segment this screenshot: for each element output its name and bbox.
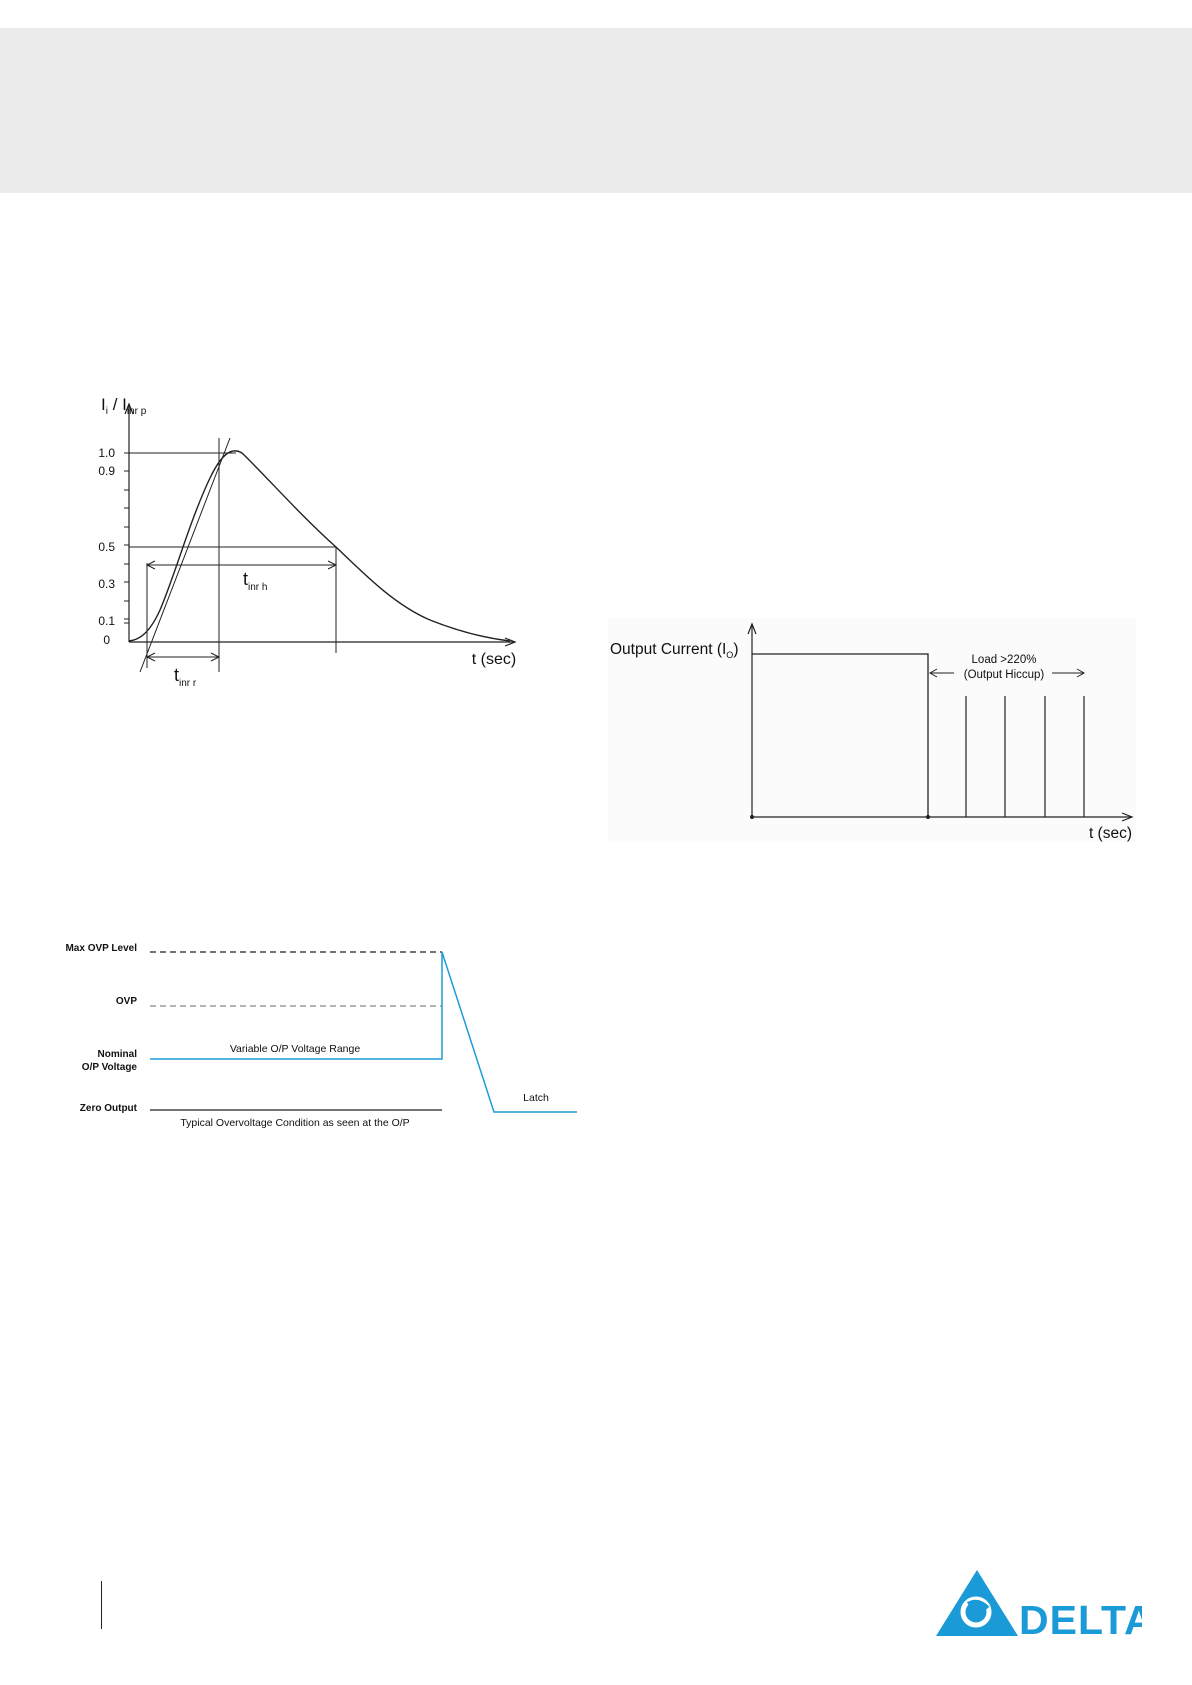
zero-output-label: Zero Output [79,1103,137,1114]
y-tick-marks [124,453,129,623]
footer-divider [101,1581,102,1629]
latch-label: Latch [523,1092,549,1104]
voltage-signal [150,952,577,1112]
x-axis-label: t (sec) [471,651,517,668]
overvoltage-chart [50,940,590,1140]
x-axis-label: t (sec) [1088,825,1132,842]
y-tick-label: 0.1 [98,614,115,628]
y-tick-label: 0 [103,633,110,647]
y-tick-label: 0.3 [98,577,115,591]
rise-tangent-line [140,438,230,672]
y-tick-label: 1.0 [98,446,115,460]
inrush-current-chart [80,390,560,710]
t-inr-r-label: $t_{inr r}$ [174,665,197,689]
nominal-label: O/P Voltage [81,1062,137,1073]
max-ovp-label: Max OVP Level [65,943,137,954]
nominal-label: Nominal [97,1049,137,1060]
y-axis-label: Output Current $(I_O)$ [610,641,739,660]
delta-wordmark: DELTA [1019,1597,1142,1640]
ovp-caption: Typical Overvoltage Condition as seen at the O/P [180,1117,410,1129]
inrush-curve [129,451,510,641]
annotation-hiccup: (Output Hiccup) [963,669,1045,681]
y-tick-label: 0.5 [98,540,115,554]
delta-logo [932,1568,1142,1640]
range-label: Variable O/P Voltage Range [229,1043,361,1055]
output-hiccup-chart [608,618,1140,848]
y-axis-label: $I_i / I_{inr p}$ [101,395,147,417]
annotation-load: Load >220% [971,654,1037,666]
t-inr-h-label: $t_{inr h}$ [243,569,268,593]
header-band [0,28,1192,193]
y-tick-label: 0.9 [98,464,115,478]
ovp-label: OVP [115,996,137,1007]
